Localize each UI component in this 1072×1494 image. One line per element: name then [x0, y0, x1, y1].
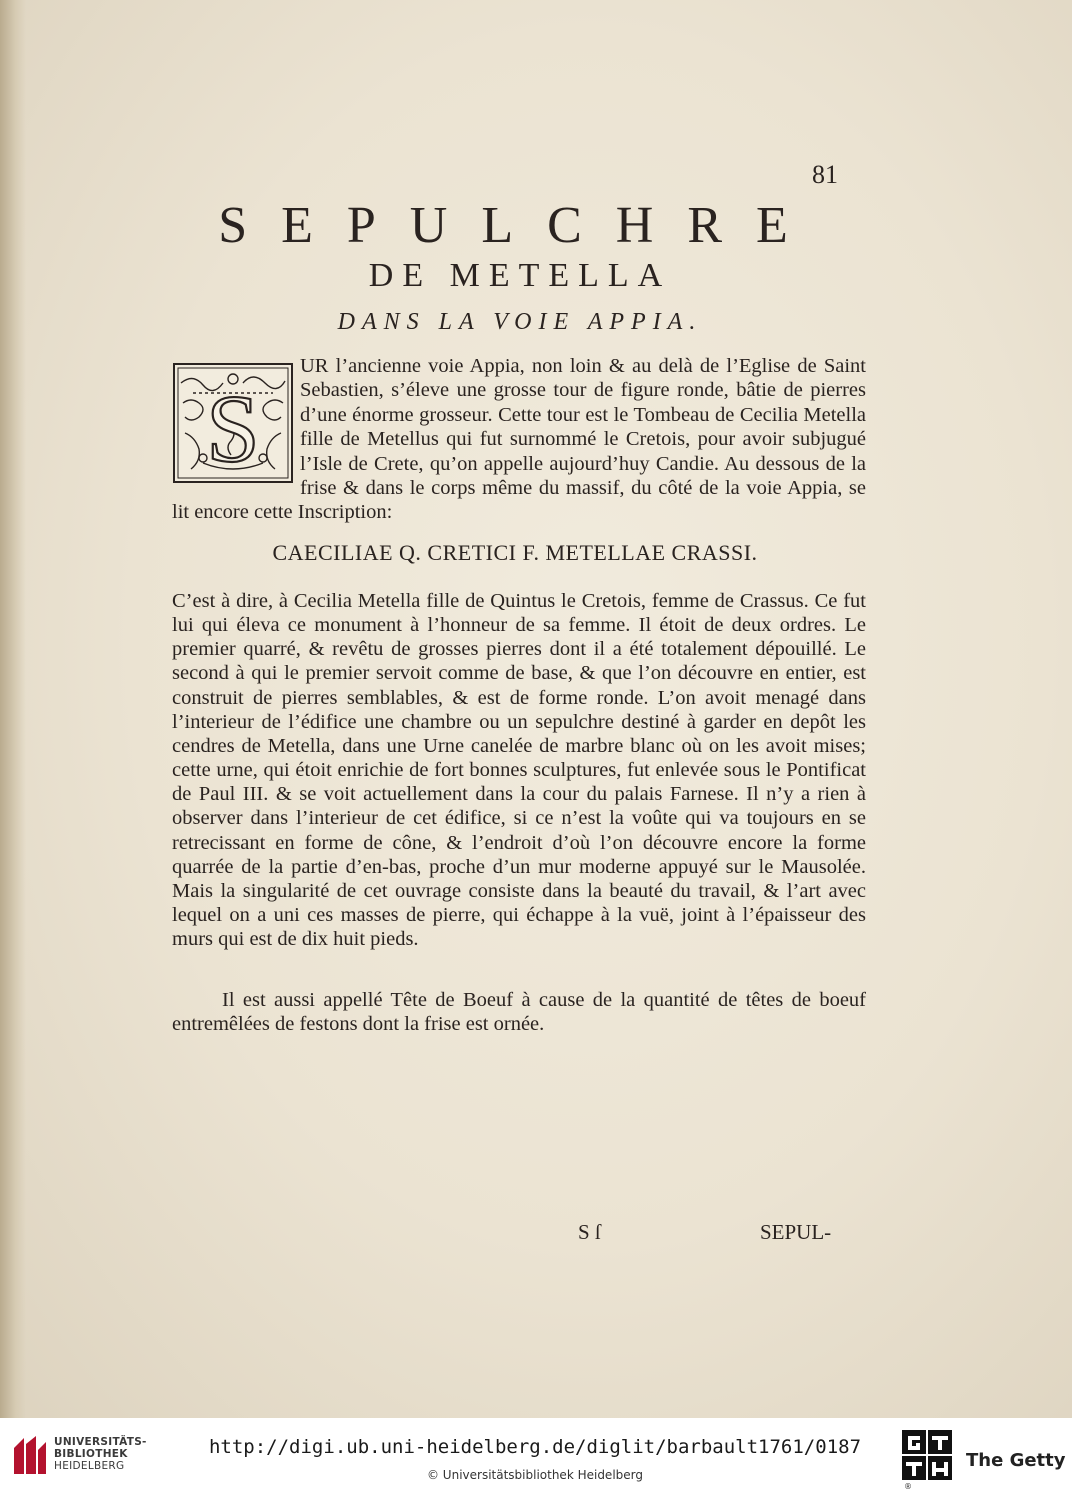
- paragraph-2: C’est à dire, à Cecilia Metella fille de Quintus le Cretois, femme de Crassus. Ce fut lui qui éleva ce monument à l’honneur de sa femme. Il étoit de deux ordres. Le premier quarré, & revêtu de grosses pierres dont il a été totalement dépouillé. Le second à qui le premier servoit comme de base, & que l’on découvre en entier, est construit de pierres semblables, & est de forme ronde. L’on avoit menagé dans l’interieur de l’édifice une chambre ou un sepulchre destiné à garder en depôt les cendres de Metella, dans une Urne canelée de marbre blanc où on les avoit mises; cette urne, qui étoit enrichie de fort bonnes sculptures, fut enlevée sous le Pontificat de Paul III. & se voit actuellement dans la cour du palais Farnese. Il n’y a rien à observer dans l’interieur de cet édifice, si ce n’est la voûte qui va toujours en se retrecissant en forme de cône, & l’endroit d’où l’on découvre encore la forme quarrée de la partie d’en-bas, proche d’un mur moderne appuyé sur le Mausolée. Mais la singularité de cet ouvrage consiste dans la beauté du travail, & l’art avec lequel on a uni ces masses de pierre, qui échappe à la vuë, joint à l’épaisseur des murs qui est de dix huit pieds.: [172, 590, 866, 951]
- paragraph-1-text: UR l’ancienne voie Appia, non loin & au delà de l’Eglise de Saint Sebastien, s’éleve une grosse tour de figure ronde, bâtie de pierres d’une énorme grosseur. Cette tour est le Tombeau de Cecilia Metella fille de Metellus qui fut surnommé le Cretois, pour avoir subjugué l’Isle de Crete, qu’on appelle aujourd’huy Candie. Au dessous de la frise & dans le corps même du massif, du côté de la voie Appia, se lit encore cette Inscription:: [172, 355, 866, 524]
- page-subtitle-italic: DANS LA VOIE APPIA.: [337, 309, 703, 335]
- footer-bar: [0, 1418, 1072, 1494]
- permalink-url[interactable]: http://digi.ub.uni-heidelberg.de/diglit/barbault1761/0187: [208, 1436, 862, 1458]
- library-name-line2: BIBLIOTHEK: [54, 1448, 128, 1460]
- library-name-line1: UNIVERSITÄTS-: [54, 1436, 147, 1448]
- library-name[interactable]: [54, 1436, 147, 1472]
- svg-text:S: S: [206, 375, 260, 482]
- getty-name[interactable]: The Getty: [966, 1450, 1066, 1471]
- page-title: SEPULCHRE: [218, 197, 822, 254]
- paragraph-1: [172, 354, 866, 525]
- page-subtitle: DE METELLA: [368, 257, 672, 294]
- paragraph-3: Il est aussi appellé Tête de Boeuf à cause de la quantité de têtes de boeuf entremêlées de festons dont la frise est ornée.: [172, 989, 866, 1036]
- getty-logo-icon[interactable]: [902, 1430, 952, 1482]
- registered-mark: ®: [904, 1482, 912, 1491]
- catchword: SEPUL-: [760, 1220, 832, 1244]
- library-name-line3: HEIDELBERG: [54, 1460, 125, 1472]
- ub-heidelberg-logo-icon[interactable]: [12, 1434, 48, 1478]
- dropcap-space: [172, 354, 300, 494]
- page-number: 81: [812, 160, 838, 189]
- inscription: CAECILIAE Q. CRETICI F. METELLAE CRASSI.: [272, 540, 758, 565]
- copyright-notice: © Universitätsbibliothek Heidelberg: [426, 1468, 643, 1482]
- book-spine-shadow: [0, 0, 26, 1418]
- signature-mark: S ſ: [578, 1220, 601, 1244]
